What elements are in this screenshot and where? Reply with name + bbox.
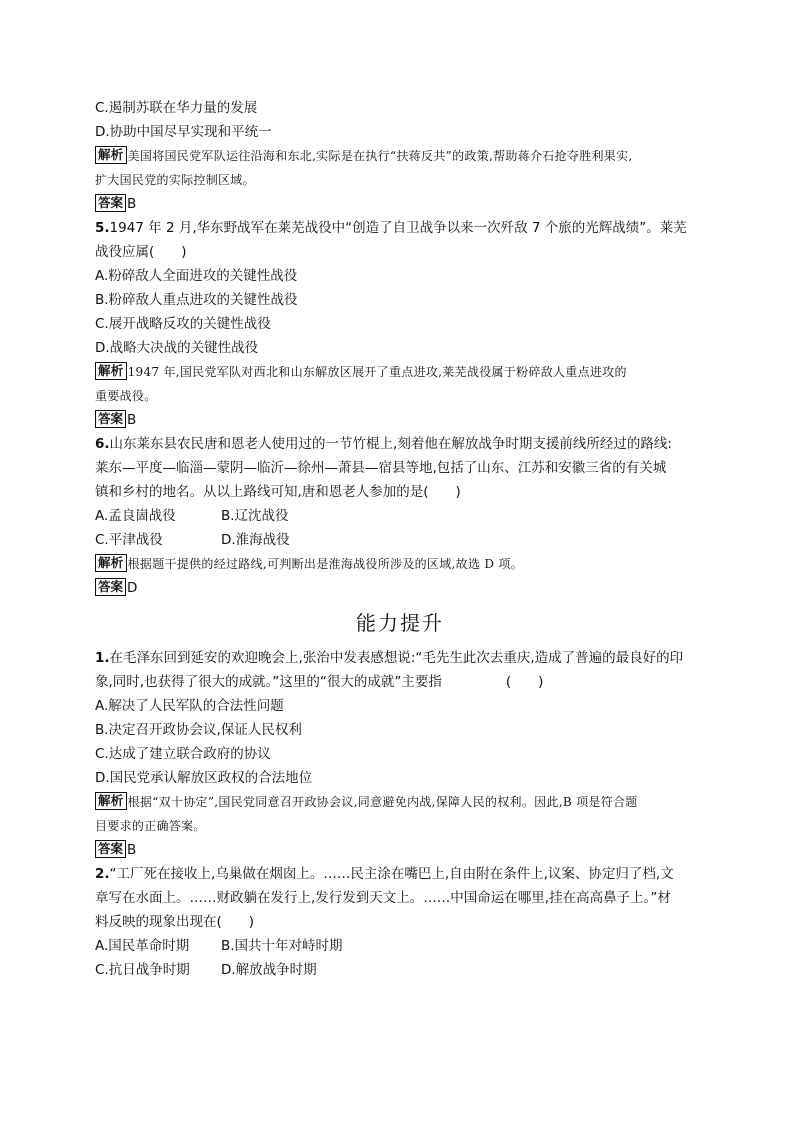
q5-option-a: A.粉碎敌人全面进攻的关键性战役 bbox=[95, 268, 298, 284]
q5-option-b: B.粉碎敌人重点进攻的关键性战役 bbox=[95, 292, 298, 308]
p2-option-b: B.国共十年对峙时期 bbox=[221, 938, 343, 954]
p2-options-row-1 bbox=[95, 934, 705, 958]
q6-option-b: B.辽沈战役 bbox=[221, 508, 289, 524]
p1-stem bbox=[95, 646, 705, 694]
q6-answer bbox=[95, 576, 705, 600]
explanation-tag: 解析 bbox=[95, 362, 127, 380]
p2-option-a: A.国民革命时期 bbox=[95, 938, 190, 954]
explanation-tag: 解析 bbox=[95, 554, 127, 572]
p2-stem-line-1: “工厂死在接收上,乌巢做在烟囱上。……民主涂在嘴巴上,自由附在条件上,议案、协定归了档,文 bbox=[109, 866, 674, 882]
q5-stem-line-1: 1947 年 2 月,华东野战军在莱芜战役中“创造了自卫战争以来一次歼敌 7 个旅的光辉战绩”。莱芜 bbox=[109, 220, 687, 236]
q6-stem bbox=[95, 432, 705, 504]
q5-option-d: D.战略大决战的关键性战役 bbox=[95, 340, 259, 356]
q6-answer-value: D bbox=[127, 580, 138, 596]
p1-number: 1. bbox=[95, 650, 110, 666]
q6-explanation bbox=[95, 552, 705, 576]
section-title: 能力提升 bbox=[356, 611, 444, 635]
q6-stem-line-2: 莱东—平度—临淄—蒙阴—临沂—徐州—萧县—宿县等地,包括了山东、江苏和安徽三省的有关城 bbox=[95, 460, 667, 476]
explanation-tag: 解析 bbox=[95, 792, 127, 810]
p1-answer bbox=[95, 838, 705, 862]
p2-stem-line-3: 料反映的现象出现在( ) bbox=[95, 914, 255, 930]
p1-answer-paren: ( ) bbox=[505, 674, 544, 690]
p1-stem-line-1: 在毛泽东回到延安的欢迎晚会上,张治中发表感想说:“毛先生此次去重庆,造成了普遍的最良好的印 bbox=[109, 650, 684, 666]
q5-explanation-line-2: 重要战役。 bbox=[95, 389, 157, 403]
q5-answer-value: B bbox=[127, 412, 137, 428]
q6-number: 6. bbox=[95, 436, 110, 452]
worksheet-page bbox=[95, 96, 705, 982]
p1-answer-value: B bbox=[127, 842, 137, 858]
p1-explanation bbox=[95, 790, 705, 838]
q5-number: 5. bbox=[95, 220, 110, 236]
p1-option-d: D.国民党承认解放区政权的合法地位 bbox=[95, 770, 313, 786]
q6-option-c: C.平津战役 bbox=[95, 532, 163, 548]
q5-stem-line-2: 战役应属( ) bbox=[95, 244, 187, 260]
answer-tag: 答案 bbox=[95, 194, 126, 212]
p1-stem-line-2: 象,同时,也获得了很大的成就。”这里的“很大的成就”主要指 bbox=[95, 674, 442, 690]
q4-explanation-line-1: 美国将国民党军队运往沿海和东北,实际是在执行“扶蒋反共”的政策,帮助蒋介石抢夺胜利果实, bbox=[127, 149, 633, 163]
explanation-tag: 解析 bbox=[95, 146, 127, 164]
p2-option-d: D.解放战争时期 bbox=[221, 962, 317, 978]
p2-number: 2. bbox=[95, 866, 110, 882]
q6-stem-line-3: 镇和乡村的地名。从以上路线可知,唐和恩老人参加的是( ) bbox=[95, 484, 461, 500]
p1-explanation-line-2: 目要求的正确答案。 bbox=[95, 819, 206, 833]
q4-explanation bbox=[95, 144, 705, 192]
q5-option-c: C.展开战略反攻的关键性战役 bbox=[95, 316, 271, 332]
answer-tag: 答案 bbox=[95, 410, 126, 428]
answer-tag: 答案 bbox=[95, 840, 126, 858]
p2-stem bbox=[95, 862, 705, 934]
p2-options-row-2 bbox=[95, 958, 705, 982]
q5-explanation-line-1: 1947 年,国民党军队对西北和山东解放区展开了重点进攻,莱芜战役属于粉碎敌人重点进攻的 bbox=[127, 365, 627, 379]
q4-option-d: D.协助中国尽早实现和平统一 bbox=[95, 124, 272, 140]
p1-explanation-line-1: 根据“双十协定”,国民党同意召开政协会议,同意避免内战,保障人民的权利。因此,B 项是符合题 bbox=[127, 795, 638, 809]
q6-options-row-1 bbox=[95, 504, 705, 528]
q5-stem bbox=[95, 216, 705, 264]
p1-option-c: C.达成了建立联合政府的协议 bbox=[95, 746, 271, 762]
q4-explanation-line-2: 扩大国民党的实际控制区域。 bbox=[95, 173, 255, 187]
q4-option-c: C.遏制苏联在华力量的发展 bbox=[95, 100, 258, 116]
p1-option-a: A.解决了人民军队的合法性问题 bbox=[95, 698, 284, 714]
q6-options-row-2 bbox=[95, 528, 705, 552]
q6-option-a: A.孟良崮战役 bbox=[95, 508, 176, 524]
q6-stem-line-1: 山东莱东县农民唐和恩老人使用过的一节竹棍上,刻着他在解放战争时期支援前线所经过的路线: bbox=[109, 436, 672, 452]
q5-explanation bbox=[95, 360, 705, 408]
p2-stem-line-2: 章写在水面上。……财政躺在发行上,发行发到天文上。……中国命运在哪里,挂在高高鼻子上。”材 bbox=[95, 890, 671, 906]
q4-answer-value: B bbox=[127, 196, 137, 212]
q5-answer bbox=[95, 408, 705, 432]
p1-option-b: B.决定召开政协会议,保证人民权利 bbox=[95, 722, 302, 738]
q6-option-d: D.淮海战役 bbox=[221, 532, 290, 548]
q6-explanation-line-1: 根据题干提供的经过路线,可判断出是淮海战役所涉及的区域,故选 D 项。 bbox=[127, 557, 523, 571]
answer-tag: 答案 bbox=[95, 578, 126, 596]
p2-option-c: C.抗日战争时期 bbox=[95, 962, 190, 978]
q4-answer bbox=[95, 192, 705, 216]
